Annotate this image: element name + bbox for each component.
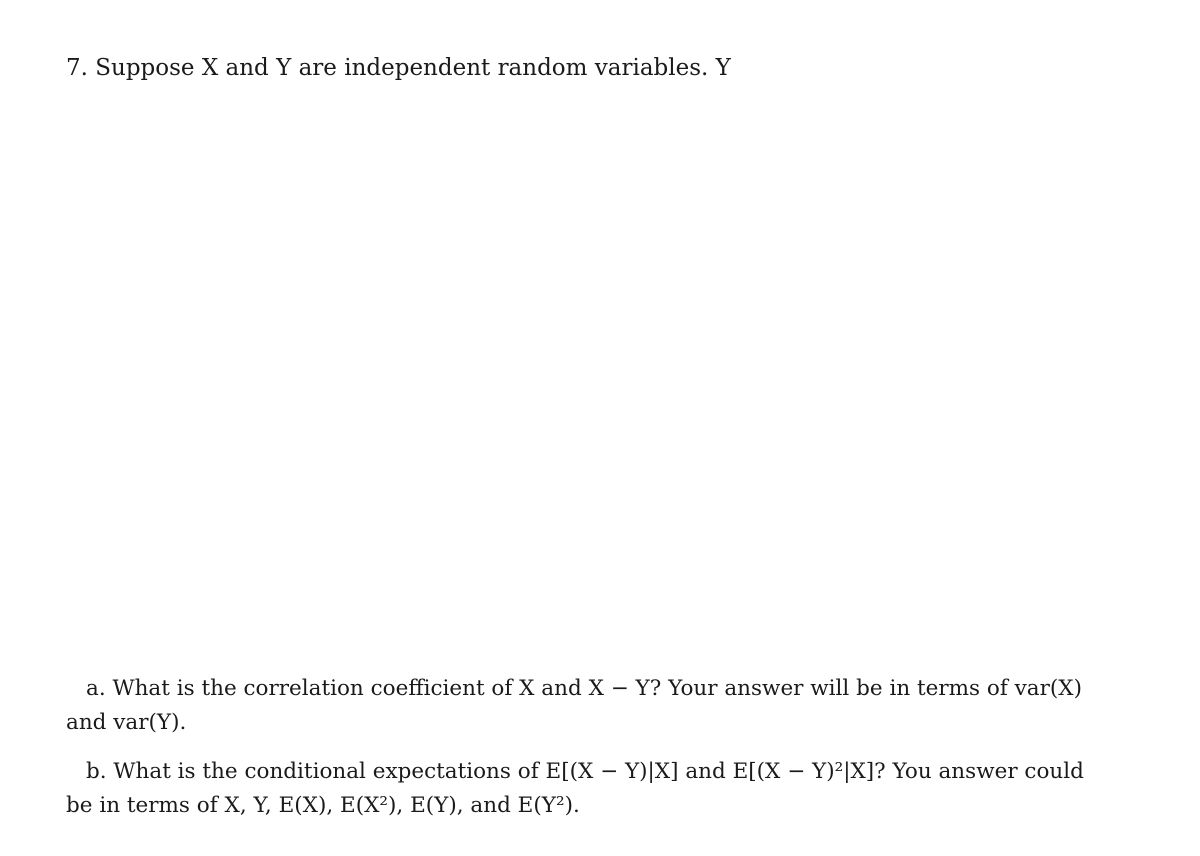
question-b xyxy=(66,755,1106,823)
question-b-text: b. What is the conditional expectations of E[(X − Y)|X] and E[(X − Y)²|X]? You answer could be in terms of X, Y, E(X), E(X²), E(Y), and E(Y²). xyxy=(66,759,1084,818)
question-a xyxy=(66,672,1106,740)
question-a-text: a. What is the correlation coefficient of X and X − Y? Your answer will be in terms of var(X) and var(Y). xyxy=(66,676,1082,735)
problem-statement: 7. Suppose X and Y are independent random variables. Y xyxy=(66,55,731,81)
